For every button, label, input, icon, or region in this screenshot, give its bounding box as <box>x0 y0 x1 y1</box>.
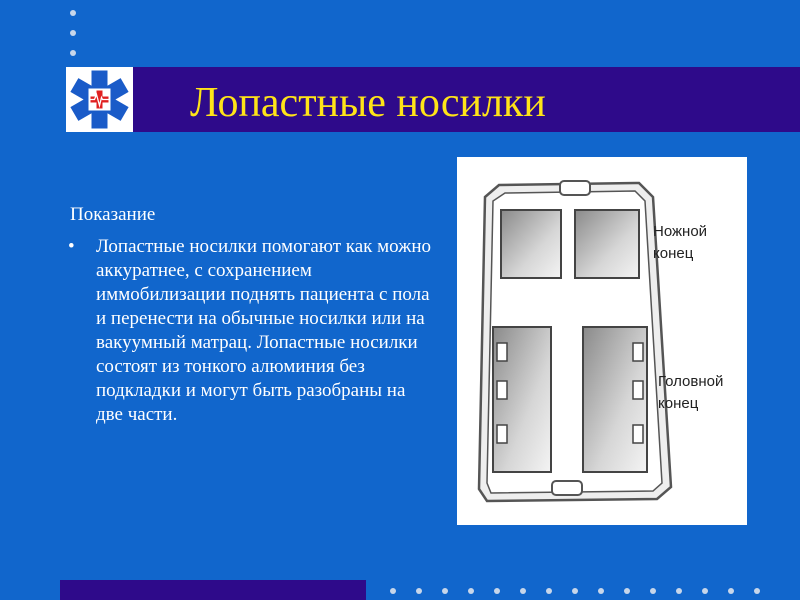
dot <box>572 588 578 594</box>
dot <box>416 588 422 594</box>
scoop-stretcher-illustration <box>457 157 747 525</box>
bullet-marker: • <box>68 236 75 257</box>
slide-title: Лопастные носилки <box>190 80 546 126</box>
decorative-dots-vertical <box>70 10 78 60</box>
stretcher-diagram <box>457 157 747 525</box>
label-foot-end-line2: конец <box>653 245 694 262</box>
bullet-text: Лопастные носилки помогают как можно аккуратнее, с сохранением иммобилизации поднять пациента с пола и перенести на обычные носилки или на вакуумный матрац. Лопастные носилки состоят из тонкого алюминия без подкладки и могут быть разобраны на две части. <box>96 236 431 425</box>
label-head-end-line2: конец <box>658 395 699 412</box>
star-of-life-icon <box>66 67 133 132</box>
dot <box>624 588 630 594</box>
dot <box>520 588 526 594</box>
dot <box>754 588 760 594</box>
dot <box>702 588 708 594</box>
dot <box>650 588 656 594</box>
subtitle: Показание <box>70 204 156 225</box>
dot <box>442 588 448 594</box>
dot <box>676 588 682 594</box>
dot <box>70 30 76 36</box>
dot <box>598 588 604 594</box>
dot <box>390 588 396 594</box>
logo <box>66 67 133 132</box>
label-foot-end-line1: Ножной <box>653 223 708 240</box>
dot <box>70 10 76 16</box>
dot <box>494 588 500 594</box>
label-head-end-line1: Головной <box>658 373 724 390</box>
decorative-dots-horizontal <box>390 588 790 594</box>
dot <box>468 588 474 594</box>
bottom-bar <box>60 580 366 600</box>
dot <box>70 50 76 56</box>
dot <box>546 588 552 594</box>
dot <box>728 588 734 594</box>
